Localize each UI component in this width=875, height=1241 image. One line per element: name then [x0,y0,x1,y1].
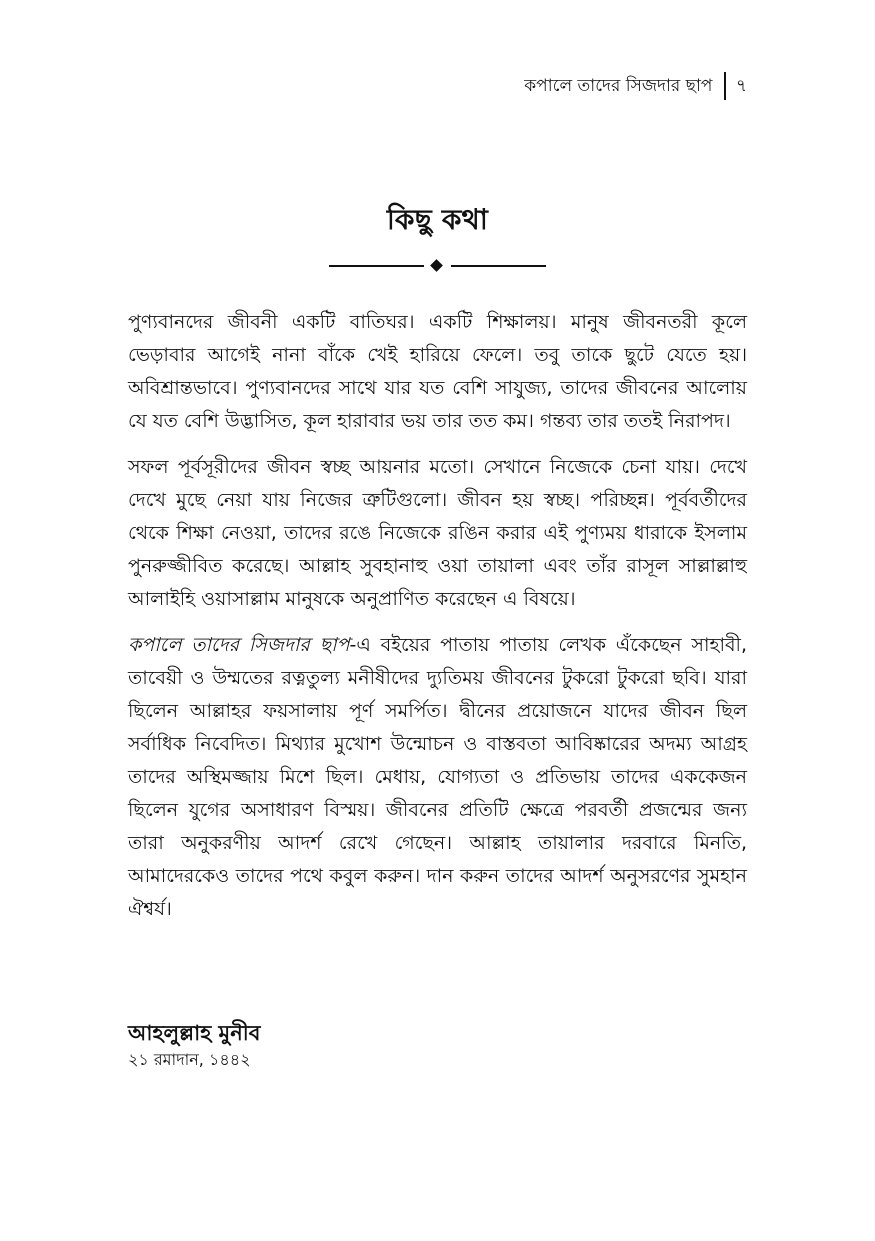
running-head-title: কপালে তাদের সিজদার ছাপ [524,76,713,96]
page-number: ৭ [735,76,747,96]
chapter-title: কিছু কথা [386,203,489,236]
paragraph-1: পুণ্যবানদের জীবনী একটি বাতিঘর। একটি শিক্ষালয়। মানুষ জীবনতরী কূলে ভেড়াবার আগেই নানা বাঁকে খেই হারিয়ে ফেলে। তবু তাকে ছুটে যেতে হয়। অবিশ্রান্তভাবে। পুণ্যবানদের সাথে যার যত বেশি সাযুজ্য, তাদের জীবনের আলোয় যে যত বেশি উদ্ভাসিত, কূল হারাবার ভয় তার তত কম। গন্তব্য তার ততই নিরাপদ। [128,311,747,432]
paragraph-3-text: -এ বইয়ের পাতায় পাতায় লেখক এঁকেছেন সাহাবী, তাবেয়ী ও উম্মতের রত্নতুল্য মনীষীদের দ্যুতিময় জীবনের টুকরো টুকরো ছবি। যারা ছিলেন আল্লাহর ফয়সালায় পূর্ণ সমর্পিত। দ্বীনের প্রয়োজনে যাদের জীবন ছিল সর্বাধিক নিবেদিত। মিথ্যার মুখোশ উন্মোচন ও বাস্তবতা আবিষ্কারের অদম্য আগ্রহ তাদের অস্থিমজ্জায় মিশে ছিল। মেধায়, যোগ্যতা ও প্রতিভায় তাদের এককেজন ছিলেন যুগের অসাধারণ বিস্ময়। জীবনের প্রতিটি ক্ষেত্রে পরবর্তী প্রজন্মের জন্য তারা অনুকরণীয় আদর্শ রেখে গেছেন। আল্লাহ তায়ালার দরবারে মিনতি, আমাদেরকেও তাদের পথে কবুল করুন। দান করুন তাদের আদর্শ অনুসরণের সুমহান ঐশ্বর্য। [128,634,748,920]
ornament-rule-left [329,265,424,267]
ornament-rule-right [451,265,546,267]
running-head-divider [724,72,726,100]
signature-date: ২১ রমাদান, ১৪৪২ [128,1050,251,1069]
author-name: আহলুল্লাহ মুনীব [128,1021,261,1045]
title-ornament-divider [329,258,546,274]
running-head [524,72,747,100]
body-text [128,306,747,939]
signature-block [128,1018,528,1072]
diamond-icon [430,259,443,272]
paragraph-2: সফল পূর্বসূরীদের জীবন স্বচ্ছ আয়নার মতো। সেখানে নিজেকে চেনা যায়। দেখে দেখে মুছে নেয়া যায় নিজের ত্রুটিগুলো। জীবন হয় স্বচ্ছ। পরিচ্ছন্ন। পূর্ববর্তীদের থেকে শিক্ষা নেওয়া, তাদের রঙে নিজেকে রঙিন করার এই পুণ্যময় ধারাকে ইসলাম পুনরুজ্জীবিত করেছে। আল্লাহ সুবহানাহু ওয়া তায়ালা এবং তাঁর রাসূল সাল্লাল্লাহু আলাইহি ওয়াসাল্লাম মানুষকে অনুপ্রাণিত করেছেন এ বিষয়ে। [128,456,747,610]
book-title-italic: কপালে তাদের সিজদার ছাপ [128,634,350,656]
paragraph-3 [128,629,747,926]
